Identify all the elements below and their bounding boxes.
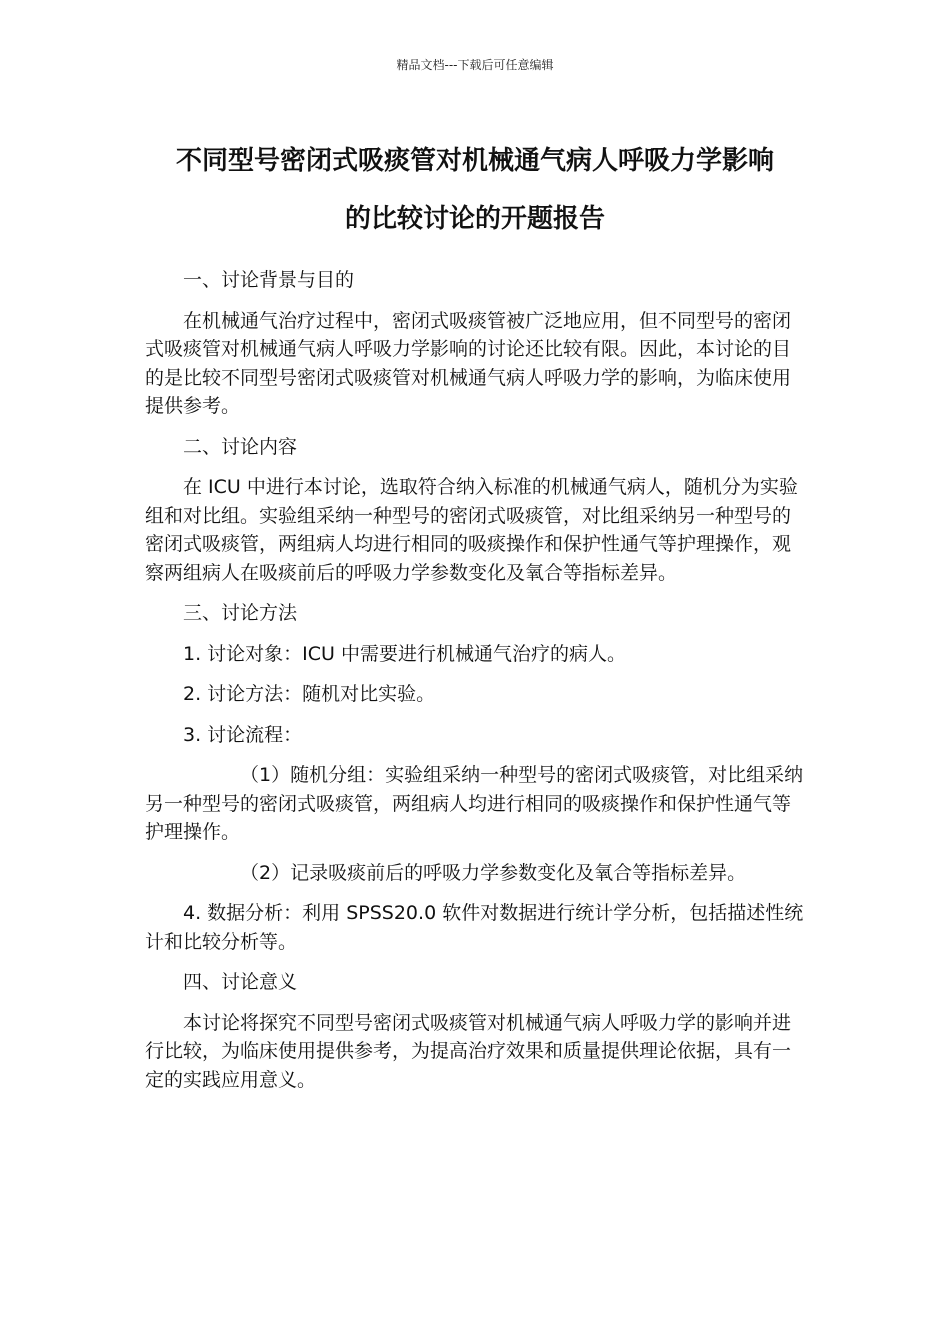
section-heading-methods: 三、讨论方法 (183, 602, 298, 624)
page-header-note: 精品文档---下载后可任意编辑 (396, 58, 554, 72)
document-title (130, 132, 820, 248)
list-item-data-analysis: 4. 数据分析：利用 SPSS20.0 软件对数据进行统计学分析，包括描述性统计和比较分析等。 (145, 902, 804, 953)
list-item-subjects: 1. 讨论对象：ICU 中需要进行机械通气治疗的病人。 (183, 642, 626, 665)
title-line-2: 的比较讨论的开题报告 (344, 204, 605, 234)
section-heading-content: 二、讨论内容 (183, 435, 298, 458)
section-heading-significance: 四、讨论意义 (183, 971, 298, 993)
sub-item-grouping: （1）随机分组：实验组采纳一种型号的密闭式吸痰管，对比组采纳另一种型号的密闭式吸痰管，两组病人均进行相同的吸痰操作和保护性通气等护理操作。 (145, 764, 804, 843)
paragraph-content: 在 ICU 中进行本讨论，选取符合纳入标准的机械通气病人，随机分为实验组和对比组。实验组采纳一种型号的密闭式吸痰管，对比组采纳另一种型号的密闭式吸痰管，两组病人均进行相同的吸痰操作和保护性通气等护理操作，观察两组病人在吸痰前后的呼吸力学参数变化及氧合等指标差异。 (145, 476, 798, 584)
sub-item-recording: （2）记录吸痰前后的呼吸力学参数变化及氧合等指标差异。 (240, 861, 747, 884)
title-line-1: 不同型号密闭式吸痰管对机械通气病人呼吸力学影响 (175, 146, 774, 176)
document-body (145, 266, 807, 1094)
paragraph-background: 在机械通气治疗过程中，密闭式吸痰管被广泛地应用，但不同型号的密闭式吸痰管对机械通气病人呼吸力学影响的讨论还比较有限。因此，本讨论的目的是比较不同型号密闭式吸痰管对机械通气病人呼吸力学的影响，为临床使用提供参考。 (145, 309, 792, 417)
paragraph-significance: 本讨论将探究不同型号密闭式吸痰管对机械通气病人呼吸力学的影响并进行比较，为临床使用提供参考，为提高治疗效果和质量提供理论依据，具有一定的实践应用意义。 (145, 1011, 792, 1091)
section-heading-background: 一、讨论背景与目的 (183, 269, 355, 291)
list-item-procedure: 3. 讨论流程： (183, 723, 303, 746)
list-item-method: 2. 讨论方法：随机对比实验。 (183, 683, 436, 705)
